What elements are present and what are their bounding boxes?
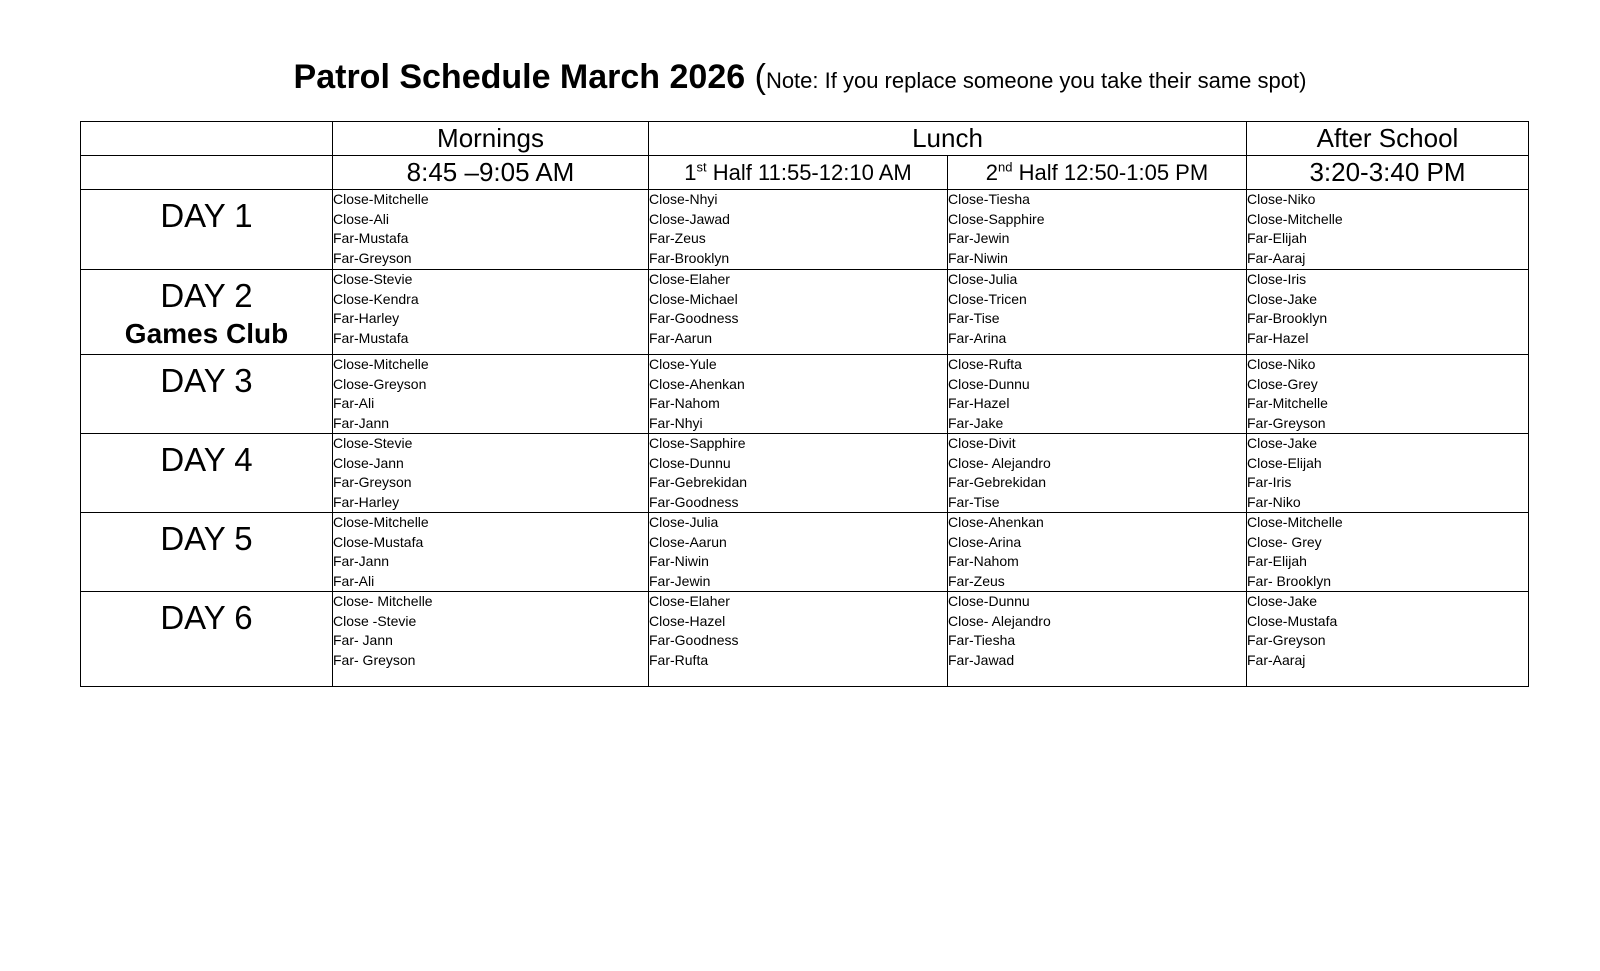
- header-after-time: 3:20-3:40 PM: [1247, 156, 1529, 190]
- assignment-entry: Close- Alejandro: [948, 612, 1051, 629]
- assignment-cell-mornings: [333, 434, 649, 513]
- page-title: [0, 58, 1600, 97]
- assignment-cell-after: [1247, 190, 1529, 270]
- assignment-cell-lunch1: [649, 592, 948, 687]
- assignment-entry: Close-Sapphire: [948, 210, 1045, 227]
- assignment-entry: Far-Arina: [948, 329, 1007, 346]
- assignment-entry: Far-Ali: [333, 572, 375, 589]
- assignment-entry: Far- Jann: [333, 632, 393, 648]
- assignment-entry: Close-Ali: [333, 210, 390, 227]
- assignment-entry: Far-Aarun: [649, 329, 713, 346]
- assignment-entry: Close-Mitchelle: [1247, 514, 1343, 530]
- day-label: DAY 4: [160, 441, 253, 478]
- assignment-entry: Far-Rufta: [649, 651, 709, 668]
- header-lunch-second-half: [948, 156, 1247, 190]
- assignment-entry: Close-Divit: [948, 435, 1016, 451]
- assignment-entry: Close-Aarun: [649, 533, 727, 550]
- assignment-cell-mornings: [333, 513, 649, 592]
- assignment-entry: Far-Elijah: [1247, 230, 1307, 246]
- day-row: [81, 434, 1529, 513]
- lunch-first-num: 1: [684, 160, 697, 185]
- assignment-entry: Far-Goodness: [649, 493, 739, 510]
- assignment-entry: Far-Aaraj: [1247, 249, 1306, 266]
- day-label-cell: [81, 434, 333, 513]
- assignment-entry: Far-Hazel: [1247, 329, 1309, 346]
- assignment-entry: Close-Jake: [1247, 290, 1318, 307]
- assignment-entry: Close-Stevie: [333, 271, 413, 287]
- assignment-entry: Close-Dunnu: [948, 593, 1030, 609]
- assignment-entry: Far-Mitchelle: [1247, 395, 1328, 411]
- assignment-entry: Far-Niko: [1247, 493, 1301, 510]
- assignment-entry: Far-Greyson: [333, 249, 412, 266]
- assignment-cell-after: [1247, 355, 1529, 434]
- assignment-cell-after: [1247, 270, 1529, 355]
- assignment-entry: Far-Hazel: [948, 395, 1010, 411]
- assignment-entry: Far-Goodness: [649, 310, 739, 326]
- assignment-entry: Far-Brooklyn: [1247, 310, 1328, 326]
- assignment-cell-lunch1: [649, 513, 948, 592]
- assignment-entry: Close-Tricen: [948, 290, 1027, 307]
- day-label: DAY 6: [160, 599, 253, 636]
- title-main: Patrol Schedule March 2026: [293, 58, 755, 96]
- assignment-entry: Far-Jewin: [948, 230, 1010, 246]
- assignment-entry: Close-Dunnu: [948, 375, 1030, 392]
- assignment-entry: Close-Mitchelle: [333, 356, 429, 372]
- header-mornings-label: Mornings: [333, 122, 649, 156]
- header-lunch-first-half: [649, 156, 948, 190]
- lunch-second-sup: nd: [998, 159, 1013, 175]
- assignment-entry: Far-Jann: [333, 414, 390, 431]
- assignment-entry: Close- Alejandro: [948, 454, 1051, 471]
- assignment-entry: Close-Jawad: [649, 210, 730, 227]
- assignment-entry: Close-Mustafa: [1247, 612, 1338, 629]
- assignment-entry: Far-Iris: [1247, 474, 1292, 490]
- header-blank-bottom: [81, 156, 333, 190]
- day-label-cell: [81, 270, 333, 355]
- assignment-entry: Close-Julia: [649, 514, 719, 530]
- assignment-cell-lunch1: [649, 190, 948, 270]
- assignment-entry: Close-Dunnu: [649, 454, 731, 471]
- assignment-entry: Far-Jawad: [948, 651, 1015, 668]
- assignment-entry: Close -Stevie: [333, 612, 417, 629]
- assignment-cell-mornings: [333, 592, 649, 687]
- assignment-entry: Far-Harley: [333, 493, 400, 510]
- assignment-entry: Far- Greyson: [333, 651, 416, 668]
- assignment-entry: Close- Grey: [1247, 533, 1322, 550]
- assignment-entry: Close-Ahenkan: [948, 514, 1044, 530]
- day-row: [81, 190, 1529, 270]
- assignment-entry: Close-Yule: [649, 356, 717, 372]
- assignment-entry: Far-Nahom: [948, 553, 1019, 569]
- assignment-entry: Far-Gebrekidan: [948, 474, 1047, 490]
- assignment-entry: Far-Greyson: [1247, 632, 1326, 648]
- assignment-entry: Close-Elaher: [649, 593, 730, 609]
- assignment-entry: Close-Kendra: [333, 290, 419, 307]
- assignment-cell-lunch2: [948, 513, 1247, 592]
- assignment-cell-after: [1247, 434, 1529, 513]
- assignment-cell-after: [1247, 592, 1529, 687]
- assignment-cell-mornings: [333, 190, 649, 270]
- day-label-cell: [81, 513, 333, 592]
- assignment-entry: Close-Jann: [333, 454, 404, 471]
- day-rows: [81, 190, 1529, 687]
- assignment-entry: Close-Elaher: [649, 271, 730, 287]
- lunch-second-text: Half 12:50-1:05 PM: [1012, 160, 1209, 185]
- title-paren: (: [754, 58, 766, 96]
- header-mornings-time: 8:45 –9:05 AM: [333, 156, 649, 190]
- assignment-entry: Far-Ali: [333, 395, 375, 411]
- assignment-cell-lunch2: [948, 355, 1247, 434]
- header-blank-top: [81, 122, 333, 156]
- assignment-cell-lunch2: [948, 190, 1247, 270]
- assignment-entry: Far-Mustafa: [333, 329, 409, 346]
- assignment-entry: Close-Jake: [1247, 593, 1318, 609]
- assignment-entry: Far-Elijah: [1247, 553, 1307, 569]
- assignment-cell-mornings: [333, 355, 649, 434]
- assignment-entry: Far-Zeus: [948, 572, 1005, 589]
- assignment-entry: Far-Tiesha: [948, 632, 1016, 648]
- assignment-entry: Close-Elijah: [1247, 454, 1322, 471]
- assignment-entry: Far-Goodness: [649, 632, 739, 648]
- title-note: Note: If you replace someone you take their same spot): [765, 68, 1307, 93]
- assignment-entry: Far-Niwin: [948, 249, 1008, 266]
- lunch-second-num: 2: [985, 160, 999, 185]
- assignment-entry: Far-Mustafa: [333, 230, 409, 246]
- header-after-label: After School: [1247, 122, 1529, 156]
- assignment-entry: Close-Hazel: [649, 612, 726, 629]
- assignment-entry: Far-Brooklyn: [649, 249, 730, 266]
- assignment-entry: Far-Niwin: [649, 553, 709, 569]
- assignment-entry: Close-Mitchelle: [333, 191, 429, 207]
- assignment-entry: Close-Niko: [1247, 191, 1316, 207]
- assignment-entry: Far-Jake: [948, 414, 1004, 431]
- assignment-cell-lunch2: [948, 270, 1247, 355]
- lunch-first-sup: st: [696, 159, 707, 175]
- assignment-entry: Close-Michael: [649, 290, 738, 307]
- assignment-cell-lunch1: [649, 270, 948, 355]
- lunch-first-text: Half 11:55-12:10 AM: [706, 160, 912, 185]
- day-row: [81, 270, 1529, 355]
- assignment-entry: Far-Harley: [333, 310, 400, 326]
- assignment-entry: Close-Julia: [948, 271, 1018, 287]
- assignment-entry: Far-Tise: [948, 310, 1000, 326]
- assignment-cell-lunch2: [948, 592, 1247, 687]
- assignment-cell-after: [1247, 513, 1529, 592]
- assignment-entry: Close-Grey: [1247, 375, 1318, 392]
- day-label-cell: [81, 355, 333, 434]
- assignment-cell-lunch1: [649, 434, 948, 513]
- assignment-entry: Far-Tise: [948, 493, 1000, 510]
- assignment-entry: Close-Niko: [1247, 356, 1316, 372]
- assignment-entry: Close-Greyson: [333, 375, 427, 392]
- assignment-entry: Far-Greyson: [333, 474, 412, 490]
- assignment-entry: Far-Jann: [333, 553, 390, 569]
- day-label: DAY 1: [160, 197, 253, 234]
- assignment-entry: Close-Iris: [1247, 271, 1307, 287]
- assignment-cell-lunch2: [948, 434, 1247, 513]
- day-row: [81, 355, 1529, 434]
- assignment-entry: Close-Mustafa: [333, 533, 424, 550]
- assignment-cell-lunch1: [649, 355, 948, 434]
- assignment-entry: Close-Stevie: [333, 435, 413, 451]
- day-label: DAY 2: [160, 277, 253, 314]
- day-row: [81, 592, 1529, 687]
- day-label: DAY 3: [160, 362, 253, 399]
- day-row: [81, 513, 1529, 592]
- header-lunch-label: Lunch: [649, 122, 1247, 156]
- day-label-cell: [81, 190, 333, 270]
- day-sublabel: Games Club: [124, 318, 289, 349]
- assignment-entry: Close-Mitchelle: [1247, 210, 1343, 227]
- assignment-entry: Close-Nhyi: [649, 191, 718, 207]
- assignment-cell-mornings: [333, 270, 649, 355]
- assignment-entry: Close- Mitchelle: [333, 593, 433, 609]
- day-label-cell: [81, 592, 333, 687]
- assignment-entry: Close-Ahenkan: [649, 375, 745, 392]
- assignment-entry: Close-Tiesha: [948, 191, 1030, 207]
- assignment-entry: Close-Arina: [948, 533, 1022, 550]
- assignment-entry: Close-Sapphire: [649, 435, 746, 451]
- patrol-schedule-table: [80, 121, 1529, 687]
- assignment-entry: Far-Greyson: [1247, 414, 1326, 431]
- assignment-entry: Close-Jake: [1247, 435, 1318, 451]
- assignment-entry: Far-Nhyi: [649, 414, 703, 431]
- assignment-entry: Far-Gebrekidan: [649, 474, 748, 490]
- assignment-entry: Far-Zeus: [649, 230, 706, 246]
- assignment-entry: Far-Nahom: [649, 395, 720, 411]
- assignment-entry: Far- Brooklyn: [1247, 572, 1332, 589]
- assignment-entry: Close-Rufta: [948, 356, 1022, 372]
- assignment-entry: Far-Jewin: [649, 572, 711, 589]
- day-label: DAY 5: [160, 520, 253, 557]
- assignment-entry: Close-Mitchelle: [333, 514, 429, 530]
- assignment-entry: Far-Aaraj: [1247, 651, 1306, 668]
